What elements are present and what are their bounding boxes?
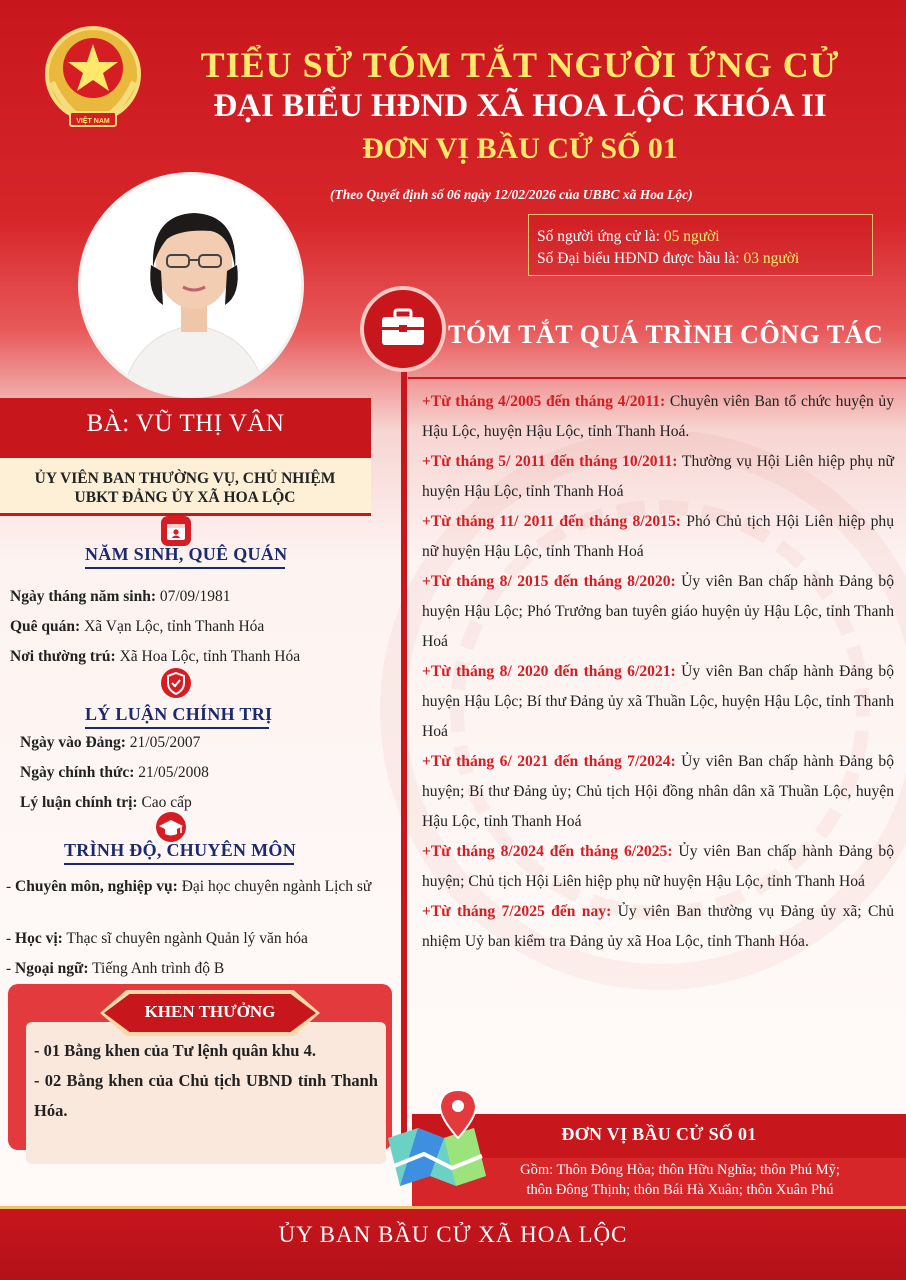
- national-emblem-icon: [38, 22, 148, 132]
- birth-title-underline: [85, 567, 285, 569]
- career-item: +Từ tháng 8/ 2015 đến tháng 8/2020: Ủy viên Ban chấp hành Đảng bộ huyện Hậu Lộc; Phó Trưởng ban tuyên giáo huyện ủy Hậu Lộc, tỉnh Thanh Hoá: [422, 573, 894, 650]
- party-official-row: Ngày chính thức: 21/05/2008: [20, 764, 209, 781]
- briefcase-icon-badge: [360, 286, 446, 372]
- career-list: [422, 387, 894, 957]
- unit-description: [470, 1160, 890, 1200]
- emblem-text: VIỆT NAM: [76, 118, 110, 125]
- career-item: +Từ tháng 8/ 2020 đến tháng 6/2021: Ủy viên Ban chấp hành Đảng bộ huyện Hậu Lộc; Bí thư Đảng ủy xã Thuần Lộc, huyện Hậu Lộc, tỉnh Thanh Hoá: [422, 663, 894, 740]
- party-join-row: Ngày vào Đảng: 21/05/2007: [20, 734, 201, 751]
- career-item: +Từ tháng 5/ 2011 đến tháng 10/2011: Thường vụ Hội Liên hiệp phụ nữ huyện Hậu Lộc, tỉnh Thanh Hoá: [422, 453, 894, 500]
- career-item: +Từ tháng 6/ 2021 đến tháng 7/2024: Ủy viên Ban chấp hành Đảng bộ huyện; Bí thư Đảng ủy; Chủ tịch Hội đồng nhân dân xã Thuần Lộc, huyện Hậu Lộc, tỉnh Thanh Hoá: [422, 753, 894, 830]
- footer-border: [0, 1206, 906, 1209]
- candidate-position: [10, 469, 360, 507]
- candidates-count: Số người ứng cử là: 05 người: [537, 228, 720, 245]
- awards-list: [34, 1036, 378, 1126]
- dob-row: Ngày tháng năm sinh: 07/09/1981: [10, 588, 231, 605]
- timeline-line: [401, 345, 407, 1165]
- career-item: +Từ tháng 7/2025 đến nay: Ủy viên Ban thường vụ Đảng ủy xã; Chủ nhiệm Uỷ ban kiểm tra Đảng ủy xã Hoa Lộc, tỉnh Thanh Hóa.: [422, 903, 894, 950]
- unit-title: ĐƠN VỊ BẦU CỬ SỐ 01: [561, 1124, 757, 1144]
- calendar-user-icon: [161, 516, 191, 546]
- career-title: TÓM TẮT QUÁ TRÌNH CÔNG TÁC: [448, 320, 884, 349]
- footer-text: ỦY BAN BẦU CỬ XÃ HOA LỘC: [278, 1222, 628, 1247]
- decision-note: (Theo Quyết định số 06 ngày 12/02/2026 của UBBC xã Hoa Lộc): [330, 187, 693, 202]
- header-title-line3: ĐƠN VỊ BẦU CỬ SỐ 01: [362, 132, 678, 165]
- header-title-line2: ĐẠI BIỂU HĐND XÃ HOA LỘC KHÓA II: [213, 88, 827, 124]
- position-line2: UBKT ĐẢNG ỦY XÃ HOA LỘC: [74, 489, 296, 506]
- unit-line2: thôn Đông Thịnh; thôn Bái Hà Xuân; thôn Xuân Phú: [526, 1182, 834, 1198]
- career-item: +Từ tháng 11/ 2011 đến tháng 8/2015: Phó Chủ tịch Hội Liên hiệp phụ nữ huyện Hậu Lộc, tỉnh Thanh Hoá: [422, 513, 895, 560]
- major-row: - Chuyên môn, nghiệp vụ: Đại học chuyên ngành Lịch sử: [6, 878, 372, 895]
- elected-count: Số Đại biểu HĐND được bầu là: 03 người: [537, 250, 800, 267]
- language-row: - Ngoại ngữ: Tiếng Anh trình độ B: [6, 960, 225, 977]
- candidate-portrait: [78, 172, 304, 398]
- hometown-row: Quê quán: Xã Vạn Lộc, tỉnh Thanh Hóa: [10, 618, 265, 635]
- map-pin-icon: [374, 1086, 494, 1196]
- degree-row: - Học vị: Thạc sĩ chuyên ngành Quản lý văn hóa: [6, 930, 308, 947]
- award-item: - 02 Bằng khen của Chủ tịch UBND tỉnh Thanh Hóa.: [34, 1071, 378, 1120]
- graduation-cap-icon: [156, 812, 186, 842]
- briefcase-icon: [364, 290, 442, 368]
- residence-row: Nơi thường trú: Xã Hoa Lộc, tỉnh Thanh Hóa: [10, 648, 301, 665]
- shield-check-icon: [161, 668, 191, 698]
- awards-title: KHEN THƯỞNG: [144, 1002, 276, 1021]
- education-section-title: TRÌNH ĐỘ, CHUYÊN MÔN: [64, 840, 297, 860]
- career-item: +Từ tháng 8/2024 đến tháng 6/2025: Ủy viên Ban chấp hành Đảng bộ huyện; Chủ tịch Hội Liên hiệp phụ nữ huyện Hậu Lộc, tỉnh Thanh Hoá: [422, 843, 894, 890]
- header-title-line1: TIỂU SỬ TÓM TẮT NGƯỜI ỨNG CỬ: [200, 45, 840, 85]
- education-title-underline: [64, 863, 294, 865]
- political-theory-row: Lý luận chính trị: Cao cấp: [20, 794, 192, 811]
- politics-title-underline: [85, 727, 269, 729]
- award-item: - 01 Bằng khen của Tư lệnh quân khu 4.: [34, 1041, 316, 1060]
- birth-section-title: NĂM SINH, QUÊ QUÁN: [85, 544, 288, 564]
- stats-box: [528, 214, 873, 276]
- portrait-illustration: [81, 175, 304, 398]
- unit-line1: Gồm: Thôn Đông Hòa; thôn Hữu Nghĩa; thôn Phú Mỹ;: [520, 1162, 840, 1178]
- career-item: +Từ tháng 4/2005 đến tháng 4/2011: Chuyên viên Ban tổ chức huyện ủy Hậu Lộc, huyện Hậu Lộc, tỉnh Thanh Hoá.: [422, 393, 894, 440]
- candidate-name: BÀ: VŨ THỊ VÂN: [86, 410, 285, 437]
- career-title-underline: [408, 377, 906, 379]
- position-line1: ỦY VIÊN BAN THƯỜNG VỤ, CHỦ NHIỆM: [34, 470, 336, 487]
- politics-section-title: LÝ LUẬN CHÍNH TRỊ: [85, 704, 273, 724]
